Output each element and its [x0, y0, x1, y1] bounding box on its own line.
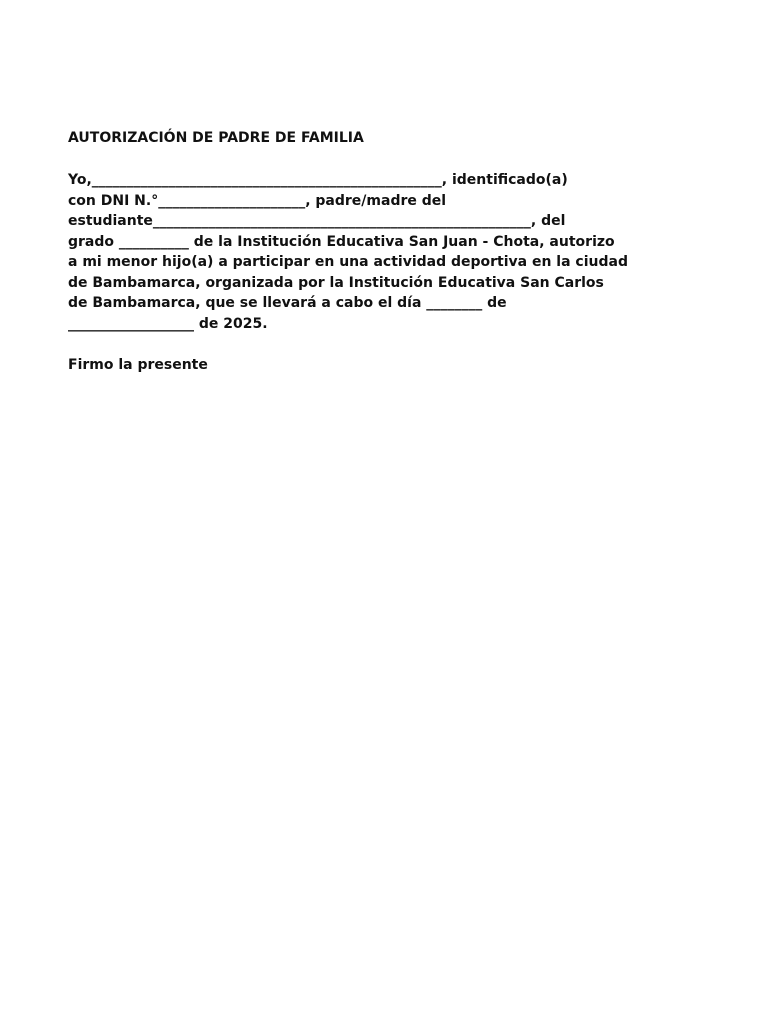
document-title: AUTORIZACIÓN DE PADRE DE FAMILIA	[68, 130, 364, 146]
authorization-paragraph	[68, 170, 628, 334]
paragraph-line: estudiante______________________________________________________, del	[68, 213, 566, 229]
closing-statement: Firmo la presente	[68, 357, 208, 373]
paragraph-line: Yo,__________________________________________________, identificado(a)	[68, 172, 568, 188]
authorization-document	[68, 128, 628, 375]
paragraph-line: de Bambamarca, organizada por la Institución Educativa San Carlos	[68, 274, 604, 291]
paragraph-line: grado __________ de la Institución Educativa San Juan - Chota, autorizo	[68, 233, 615, 250]
paragraph-line: de Bambamarca, que se llevará a cabo el día ________ de	[68, 295, 507, 311]
paragraph-line: con DNI N.°_____________________, padre/madre del	[68, 192, 447, 209]
paragraph-line: __________________ de 2025.	[68, 315, 268, 332]
paragraph-line: a mi menor hijo(a) a participar en una actividad deportiva en la ciudad	[68, 254, 628, 270]
